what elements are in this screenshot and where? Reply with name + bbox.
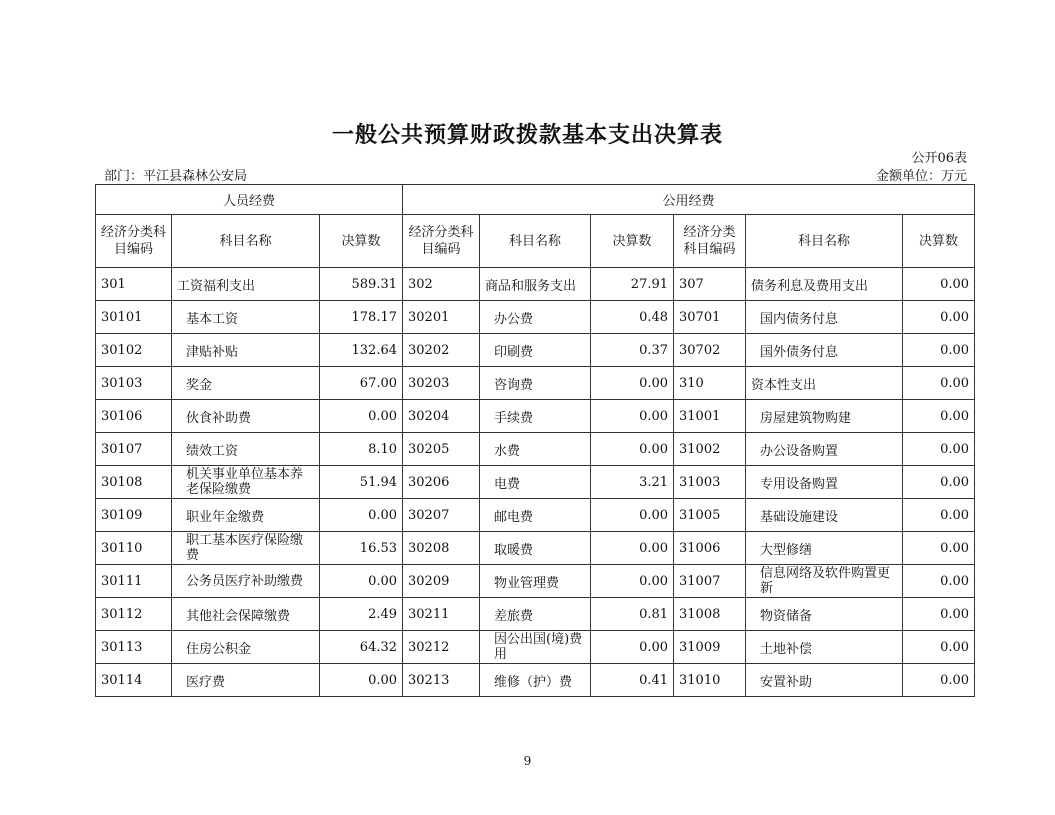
table-row xyxy=(96,400,975,433)
col-header-amount: 决算数 xyxy=(320,215,403,268)
item-amount: 0.00 xyxy=(903,532,975,565)
item-code: 30207 xyxy=(403,499,480,532)
item-amount: 64.32 xyxy=(320,631,403,664)
item-name: 绩效工资 xyxy=(172,433,320,466)
item-amount: 16.53 xyxy=(320,532,403,565)
item-code: 31009 xyxy=(674,631,746,664)
expenditure-table xyxy=(95,184,975,697)
table-row xyxy=(96,466,975,499)
item-name: 职工基本医疗保险缴费 xyxy=(172,532,320,565)
col-header-amount: 决算数 xyxy=(903,215,975,268)
col-header-code: 经济分类科目编码 xyxy=(403,215,480,268)
item-amount: 0.00 xyxy=(903,565,975,598)
item-code: 31007 xyxy=(674,565,746,598)
item-amount: 0.00 xyxy=(591,631,674,664)
item-code: 31006 xyxy=(674,532,746,565)
item-amount: 67.00 xyxy=(320,367,403,400)
item-code: 31010 xyxy=(674,664,746,697)
page-number: 9 xyxy=(523,754,532,768)
item-code: 301 xyxy=(96,268,172,301)
unit-label: 金额单位：万元 xyxy=(875,169,967,184)
item-name: 物资储备 xyxy=(746,598,903,631)
item-code: 30103 xyxy=(96,367,172,400)
item-code: 30213 xyxy=(403,664,480,697)
table-row xyxy=(96,367,975,400)
item-code: 30701 xyxy=(674,301,746,334)
column-header-row xyxy=(96,215,975,268)
item-amount: 2.49 xyxy=(320,598,403,631)
item-name: 津贴补贴 xyxy=(172,334,320,367)
group-personnel: 人员经费 xyxy=(96,185,403,215)
table-row xyxy=(96,334,975,367)
table-row xyxy=(96,268,975,301)
item-name: 土地补偿 xyxy=(746,631,903,664)
item-code: 30112 xyxy=(96,598,172,631)
item-name: 商品和服务支出 xyxy=(480,268,591,301)
item-code: 30108 xyxy=(96,466,172,499)
item-name: 机关事业单位基本养老保险缴费 xyxy=(172,466,320,499)
item-amount: 0.00 xyxy=(903,268,975,301)
item-name: 房屋建筑物购建 xyxy=(746,400,903,433)
item-amount: 0.00 xyxy=(320,400,403,433)
item-name: 职业年金缴费 xyxy=(172,499,320,532)
item-name: 印刷费 xyxy=(480,334,591,367)
item-code: 30102 xyxy=(96,334,172,367)
item-name: 办公设备购置 xyxy=(746,433,903,466)
item-code: 30101 xyxy=(96,301,172,334)
group-public: 公用经费 xyxy=(403,185,975,215)
item-code: 30204 xyxy=(403,400,480,433)
item-code: 30209 xyxy=(403,565,480,598)
item-amount: 0.00 xyxy=(903,301,975,334)
item-name: 邮电费 xyxy=(480,499,591,532)
item-code: 30202 xyxy=(403,334,480,367)
item-amount: 0.00 xyxy=(591,400,674,433)
item-name: 办公费 xyxy=(480,301,591,334)
page-title: 一般公共预算财政拨款基本支出决算表 xyxy=(331,122,723,148)
table-row xyxy=(96,499,975,532)
item-name: 手续费 xyxy=(480,400,591,433)
table-row xyxy=(96,301,975,334)
item-name: 其他社会保障缴费 xyxy=(172,598,320,631)
item-name: 国内债务付息 xyxy=(746,301,903,334)
item-amount: 0.00 xyxy=(903,367,975,400)
item-name: 因公出国(境)费用 xyxy=(480,631,591,664)
item-amount: 0.00 xyxy=(320,664,403,697)
item-code: 30206 xyxy=(403,466,480,499)
form-number: 公开06表 xyxy=(911,151,967,166)
item-name: 公务员医疗补助缴费 xyxy=(172,565,320,598)
item-amount: 0.00 xyxy=(903,334,975,367)
item-name: 维修（护）费 xyxy=(480,664,591,697)
col-header-code: 经济分类科目编码 xyxy=(674,215,746,268)
item-code: 30208 xyxy=(403,532,480,565)
item-amount: 0.00 xyxy=(591,565,674,598)
item-amount: 0.00 xyxy=(903,400,975,433)
item-code: 307 xyxy=(674,268,746,301)
item-code: 30212 xyxy=(403,631,480,664)
item-code: 30107 xyxy=(96,433,172,466)
item-amount: 0.00 xyxy=(320,499,403,532)
item-amount: 589.31 xyxy=(320,268,403,301)
item-name: 住房公积金 xyxy=(172,631,320,664)
item-amount: 178.17 xyxy=(320,301,403,334)
item-name: 基础设施建设 xyxy=(746,499,903,532)
col-header-name: 科目名称 xyxy=(480,215,591,268)
item-name: 物业管理费 xyxy=(480,565,591,598)
item-name: 取暖费 xyxy=(480,532,591,565)
table-row xyxy=(96,433,975,466)
item-name: 奖金 xyxy=(172,367,320,400)
item-name: 国外债务付息 xyxy=(746,334,903,367)
table-row xyxy=(96,565,975,598)
group-header-row xyxy=(96,185,975,215)
item-code: 30203 xyxy=(403,367,480,400)
item-code: 30106 xyxy=(96,400,172,433)
item-name: 电费 xyxy=(480,466,591,499)
item-amount: 27.91 xyxy=(591,268,674,301)
item-name: 咨询费 xyxy=(480,367,591,400)
item-code: 30114 xyxy=(96,664,172,697)
item-code: 30205 xyxy=(403,433,480,466)
col-header-amount: 决算数 xyxy=(591,215,674,268)
item-code: 31001 xyxy=(674,400,746,433)
item-amount: 0.00 xyxy=(903,433,975,466)
col-header-name: 科目名称 xyxy=(172,215,320,268)
item-amount: 0.48 xyxy=(591,301,674,334)
item-name: 水费 xyxy=(480,433,591,466)
item-code: 30110 xyxy=(96,532,172,565)
item-amount: 0.00 xyxy=(591,433,674,466)
item-amount: 0.00 xyxy=(591,532,674,565)
item-code: 30201 xyxy=(403,301,480,334)
department-label: 部门：平江县森林公安局 xyxy=(104,169,248,184)
item-amount: 132.64 xyxy=(320,334,403,367)
item-amount: 0.81 xyxy=(591,598,674,631)
item-name: 资本性支出 xyxy=(746,367,903,400)
item-amount: 0.00 xyxy=(320,565,403,598)
item-code: 310 xyxy=(674,367,746,400)
item-amount: 8.10 xyxy=(320,433,403,466)
item-amount: 3.21 xyxy=(591,466,674,499)
item-code: 30109 xyxy=(96,499,172,532)
item-name: 安置补助 xyxy=(746,664,903,697)
item-name: 差旅费 xyxy=(480,598,591,631)
item-name: 基本工资 xyxy=(172,301,320,334)
table-row xyxy=(96,532,975,565)
item-amount: 0.00 xyxy=(903,631,975,664)
item-name: 信息网络及软件购置更新 xyxy=(746,565,903,598)
item-amount: 0.00 xyxy=(903,466,975,499)
item-code: 30111 xyxy=(96,565,172,598)
col-header-name: 科目名称 xyxy=(746,215,903,268)
item-amount: 0.00 xyxy=(903,499,975,532)
item-name: 大型修缮 xyxy=(746,532,903,565)
table-row xyxy=(96,664,975,697)
item-amount: 0.41 xyxy=(591,664,674,697)
item-code: 31003 xyxy=(674,466,746,499)
item-name: 伙食补助费 xyxy=(172,400,320,433)
item-amount: 0.00 xyxy=(591,367,674,400)
item-code: 30113 xyxy=(96,631,172,664)
table-row xyxy=(96,631,975,664)
item-code: 30211 xyxy=(403,598,480,631)
item-amount: 0.00 xyxy=(591,499,674,532)
item-amount: 51.94 xyxy=(320,466,403,499)
col-header-code: 经济分类科目编码 xyxy=(96,215,172,268)
table-row xyxy=(96,598,975,631)
item-code: 30702 xyxy=(674,334,746,367)
item-amount: 0.00 xyxy=(903,664,975,697)
item-code: 31002 xyxy=(674,433,746,466)
item-code: 31008 xyxy=(674,598,746,631)
item-amount: 0.00 xyxy=(903,598,975,631)
item-code: 302 xyxy=(403,268,480,301)
item-name: 工资福利支出 xyxy=(172,268,320,301)
item-name: 专用设备购置 xyxy=(746,466,903,499)
item-amount: 0.37 xyxy=(591,334,674,367)
item-name: 债务利息及费用支出 xyxy=(746,268,903,301)
item-code: 31005 xyxy=(674,499,746,532)
item-name: 医疗费 xyxy=(172,664,320,697)
